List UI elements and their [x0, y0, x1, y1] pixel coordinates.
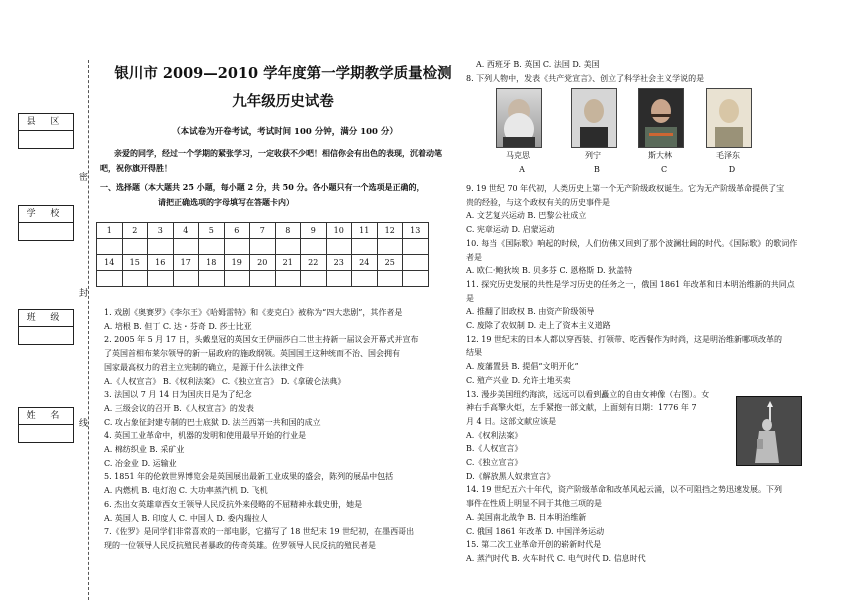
answer-num: 24: [352, 255, 378, 271]
question-line: A.《人权宣言》 B.《权利法案》 C.《独立宣言》 D.《拿破仑法典》: [104, 376, 346, 386]
question-line: A. 内燃机 B. 电灯泡 C. 大功率蒸汽机 D. 飞机: [104, 486, 268, 496]
exam-subtitle: 九年级历史试卷: [232, 93, 334, 110]
name-box: [18, 407, 74, 443]
question-line: 13. 漫步美国纽约海滨，远远可以看到矗立的自由女神像（右图）。女: [466, 389, 710, 399]
question-line: 2. 2005 年 5 月 17 日，头戴皇冠的英国女王伊丽莎白二世主持新一届议会开幕式并宣布: [104, 335, 419, 345]
marx-image: [497, 89, 541, 147]
question-line: A.《权利法案》: [466, 430, 523, 440]
school-box: [18, 205, 74, 241]
greeting: 亲爱的同学，经过一个学期的紧张学习，一定收获不少吧！相信你会有出色的表现，沉着动笔吧，祝你旗开得胜！: [100, 148, 442, 173]
right-question-column: [466, 182, 797, 566]
question-line: A. 推翻了旧政权 B. 由资产阶级领导: [466, 307, 595, 317]
answer-row-header-2: [97, 255, 429, 271]
liberty-figure: [737, 397, 801, 465]
class-label: 班 级: [19, 310, 73, 327]
question-line: C. 废除了农奴制 D. 走上了资本主义道路: [466, 321, 611, 331]
question-line: A. 蒸汽时代 B. 火车时代 C. 电气时代 D. 信息时代: [466, 553, 646, 563]
section-1-line-2: 请把正确选项的字母填写在答题卡内）: [158, 197, 294, 207]
question-line: 结果: [466, 348, 482, 358]
mao-image: [707, 89, 751, 147]
question-line: 4. 英国工业革命中，机器的发明和使用最早开始的行业是: [104, 431, 307, 441]
question-line: 者是: [466, 252, 482, 262]
answer-num: 5: [199, 223, 225, 239]
answer-card: [96, 222, 429, 287]
answer-num: 20: [250, 255, 276, 271]
question-line: C. 殖产兴业 D. 允许土地买卖: [466, 375, 571, 385]
option-a: A: [519, 165, 525, 174]
seal-line: [88, 60, 89, 600]
question-line: 了英国首相布莱尔领导的新一届政府的施政纲领。英国国王这种统而不治、国会拥有: [104, 349, 400, 359]
answer-num: 25: [377, 255, 403, 271]
question-line: A. 培根 B. 但丁 C. 达・芬奇 D. 莎士比亚: [104, 321, 252, 331]
section-1-line-1: 一、选择题（本大题共 25 小题，每小题 2 分，共 50 分。各小题只有一个选项是正确的，: [100, 182, 425, 192]
name-label: 姓 名: [19, 408, 73, 425]
answer-num: 13: [403, 223, 429, 239]
question-line: C. 攻占象征封建专制的巴士底狱 D. 法兰西第一共和国的成立: [104, 417, 321, 427]
class-box: [18, 309, 74, 345]
question-line: 6. 杰出女英雄章西女王领导人民反抗外来侵略的不屈精神永载史册，她是: [104, 499, 363, 509]
answer-num: 1: [97, 223, 123, 239]
question-line: 10. 每当《国际歌》响起的时候，人们仿佛又回到了那个波澜壮阔的时代。《国际歌》的歌词作: [466, 238, 798, 248]
option-d: D: [728, 165, 736, 174]
seal-feng: 封: [79, 289, 89, 299]
caption-mao: 毛泽东: [716, 151, 740, 160]
question-8: 8. 下列人物中，发表《共产党宣言》、创立了科学社会主义学说的是: [466, 73, 705, 83]
answer-num: 21: [275, 255, 301, 271]
answer-num: 16: [148, 255, 174, 271]
answer-num: 10: [326, 223, 352, 239]
answer-num: 4: [173, 223, 199, 239]
caption-marx: 马克思: [506, 151, 530, 160]
question-line: A. 三级会议的召开 B.《人权宣言》的发表: [104, 403, 254, 413]
question-line: A. 英国人 B. 印度人 C. 中国人 D. 委内瑞拉人: [104, 513, 268, 523]
exam-note: （本试卷为开卷考试，考试时间 100 分钟，满分 100 分）: [172, 127, 398, 137]
answer-num: [403, 255, 429, 271]
county-label: 县 区: [19, 114, 73, 131]
answer-num: 18: [199, 255, 225, 271]
caption-stalin: 斯大林: [648, 151, 672, 160]
question-line: A. 废藩置县 B. 提倡“文明开化”: [466, 362, 579, 372]
portrait-lenin: [571, 88, 617, 148]
portrait-mao: [706, 88, 752, 148]
question-line: C. 俄国 1861 年改革 D. 中国洋务运动: [466, 526, 605, 536]
answer-num: 23: [326, 255, 352, 271]
question-line: C. 宪章运动 D. 启蒙运动: [466, 225, 555, 235]
answer-num: 15: [122, 255, 148, 271]
question-line: C. 冶金业 D. 运输业: [104, 458, 177, 468]
question-line: 11. 探究历史发展的共性是学习历史的任务之一，俄国 1861 年改革和日本明治维新的共同点: [466, 279, 795, 289]
question-line: 15. 第二次工业革命开创的崭新时代是: [466, 540, 602, 550]
left-question-column: [104, 306, 419, 553]
option-b: B: [594, 165, 600, 174]
question-line: 月 4 日。这部文献应该是: [466, 416, 557, 426]
answer-num: 6: [224, 223, 250, 239]
answer-num: 17: [173, 255, 199, 271]
section-1-heading: [100, 180, 450, 210]
exam-title: 银川市 2009—2010 学年度第一学期教学质量检测: [114, 65, 452, 82]
question-line: B.《人权宣言》: [466, 444, 523, 454]
question-line: 14. 19 世纪五六十年代，资产阶级革命和改革风起云涌，以不可阻挡之势迅速发展。下列: [466, 485, 782, 495]
answer-num: 9: [301, 223, 327, 239]
answer-num: 11: [352, 223, 378, 239]
answer-row-header-1: [97, 223, 429, 239]
answer-num: 3: [148, 223, 174, 239]
question-line: A. 欧仁·鲍狄埃 B. 贝多芬 C. 恩格斯 D. 狄盖特: [466, 266, 633, 276]
question-line: 9. 19 世纪 70 年代初，人类历史上第一个无产阶级政权诞生。它为无产阶级革命提供了宝: [466, 184, 785, 193]
answer-num: 12: [377, 223, 403, 239]
question-line: C.《独立宣言》: [466, 458, 523, 468]
answer-num: 19: [224, 255, 250, 271]
county-box: [18, 113, 74, 149]
answer-row-blank-2[interactable]: [97, 271, 429, 287]
caption-lenin: 列宁: [585, 151, 601, 160]
question-line: 3. 法国以 7 月 14 日为国庆日是为了纪念: [104, 390, 252, 400]
question-line: 国家最高权力的君主立宪制的确立，是源于什么法律文件: [104, 362, 304, 372]
q7-options: [466, 58, 704, 85]
stalin-image: [639, 89, 683, 147]
portrait-marx: [496, 88, 542, 148]
question-line: 神右手高擎火炬，左手紧抱一部文献，上面刻有日期：1776 年 7: [466, 403, 697, 413]
seal-xian: 线: [79, 419, 89, 429]
lenin-image: [572, 89, 616, 147]
question-line: 现的一位领导人民反抗殖民者暴政的传奇英雄。佐罗领导人民反抗的殖民者是: [104, 540, 376, 550]
statue-of-liberty-image: [736, 396, 802, 466]
answer-num: 7: [250, 223, 276, 239]
question-line: A. 美国南北战争 B. 日本明治维新: [466, 512, 587, 522]
portrait-stalin: [638, 88, 684, 148]
question-line: 事件在性质上明显不同于其他三项的是: [466, 499, 602, 509]
question-line: 贵的经验，与这个政权有关的历史事件是: [466, 197, 610, 207]
question-line: 5. 1851 年的伦敦世界博览会是英国展出最新工业成果的盛会，陈列的展品中包括: [104, 472, 394, 482]
answer-num: 14: [97, 255, 123, 271]
answer-num: 22: [301, 255, 327, 271]
answer-num: 8: [275, 223, 301, 239]
question-line: 12. 19 世纪末的日本人都以穿西装、打领带、吃西餐作为时尚，这是明治维新哪项改革的: [466, 334, 782, 344]
question-line: 是: [466, 293, 474, 303]
school-label: 学 校: [19, 206, 73, 223]
question-line: A. 西班牙 B. 英国 C. 法国 D. 美国: [476, 60, 600, 69]
question-line: D.《解放黑人奴隶宣言》: [466, 471, 555, 481]
answer-num: 2: [122, 223, 148, 239]
option-c: C: [660, 165, 668, 174]
question-line: 7.《佐罗》是同学们非常喜欢的一部电影，它描写了 18 世纪末 19 世纪初，在墨西哥出: [104, 527, 415, 537]
seal-mi: 密: [79, 173, 89, 183]
answer-row-blank-1[interactable]: [97, 239, 429, 255]
question-line: A. 棉纺织业 B. 采矿业: [104, 445, 185, 455]
question-line: 1. 戏剧《奥赛罗》《李尔王》《哈姆雷特》和《麦克白》被称为“四大悲剧”，其作者是: [104, 308, 403, 317]
question-line: A. 文艺复兴运动 B. 巴黎公社成立: [466, 211, 587, 221]
